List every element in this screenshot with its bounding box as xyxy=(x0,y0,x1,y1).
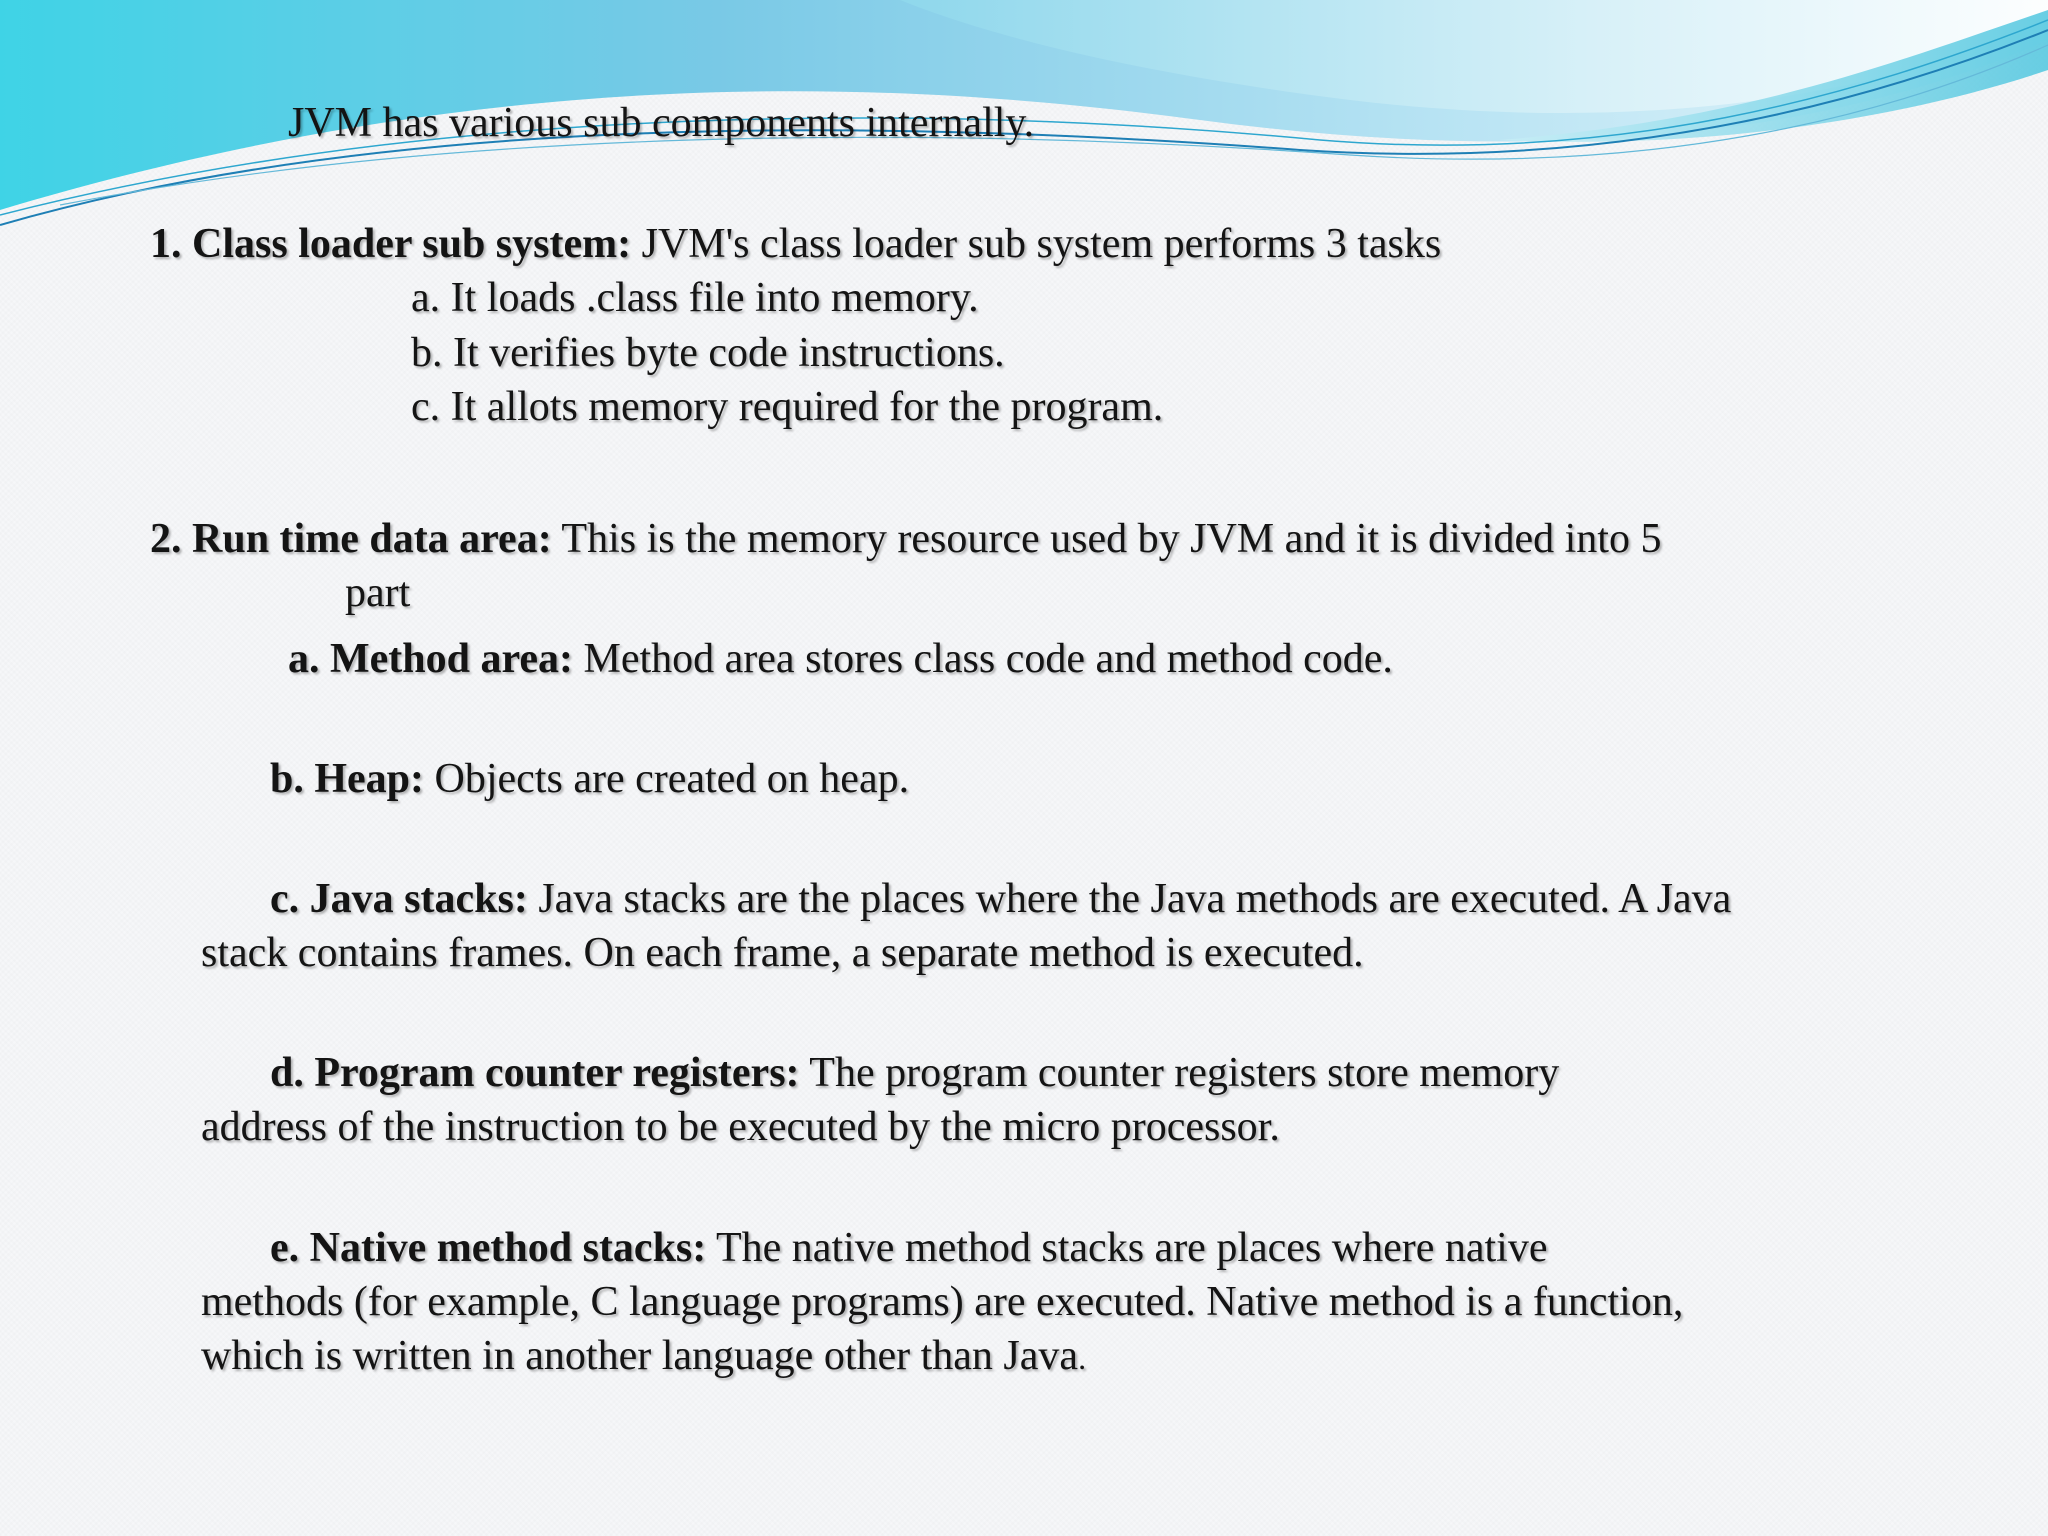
part-c-text-1: Java stacks are the places where the Java methods are executed. A Java xyxy=(527,876,1732,922)
part-d-text-1: The program counter registers store memory xyxy=(799,1050,1560,1096)
section-2-heading: 2. Run time data area: xyxy=(150,516,552,562)
part-e-text-1: The native method stacks are places where native xyxy=(706,1225,1548,1271)
part-e-text-3: which is written in another language other than Java xyxy=(201,1333,1079,1379)
part-e-line-1 xyxy=(270,1221,1547,1275)
section-2-line xyxy=(150,512,1661,566)
section-1-item-c: c. It allots memory required for the program. xyxy=(411,384,1164,430)
part-c-line-2: stack contains frames. On each frame, a separate method is executed. xyxy=(201,930,1364,976)
part-e-heading: e. Native method stacks: xyxy=(270,1225,707,1271)
part-b-line xyxy=(270,752,909,806)
section-1-line xyxy=(150,217,1441,271)
part-c-line-1 xyxy=(270,872,1731,926)
section-1-text: JVM's class loader sub system performs 3 tasks xyxy=(631,221,1442,267)
intro-text: JVM has various sub components internally. xyxy=(288,100,1035,146)
section-1-heading: 1. Class loader sub system: xyxy=(150,221,632,267)
part-d-heading: d. Program counter registers: xyxy=(270,1050,800,1096)
part-b-text: Objects are created on heap. xyxy=(424,756,910,802)
part-b-heading: b. Heap: xyxy=(270,756,425,802)
part-a-text: Method area stores class code and method code. xyxy=(573,636,1393,682)
part-e-line-2: methods (for example, C language programs) are executed. Native method is a function, xyxy=(201,1279,1684,1325)
part-e-line-3 xyxy=(201,1329,1086,1385)
section-2-text-continued: part xyxy=(345,570,411,616)
section-1-item-a: a. It loads .class file into memory. xyxy=(411,275,979,321)
part-d-line-1 xyxy=(270,1046,1559,1100)
section-1-item-b: b. It verifies byte code instructions. xyxy=(411,330,1005,376)
part-e-trailing-period: . xyxy=(1078,1340,1087,1376)
section-2-text: This is the memory resource used by JVM and it is divided into 5 xyxy=(551,516,1662,562)
part-a-line xyxy=(288,632,1393,686)
part-a-heading: a. Method area: xyxy=(288,636,573,682)
part-c-heading: c. Java stacks: xyxy=(270,876,528,922)
part-d-line-2: address of the instruction to be executed by the micro processor. xyxy=(201,1104,1280,1150)
